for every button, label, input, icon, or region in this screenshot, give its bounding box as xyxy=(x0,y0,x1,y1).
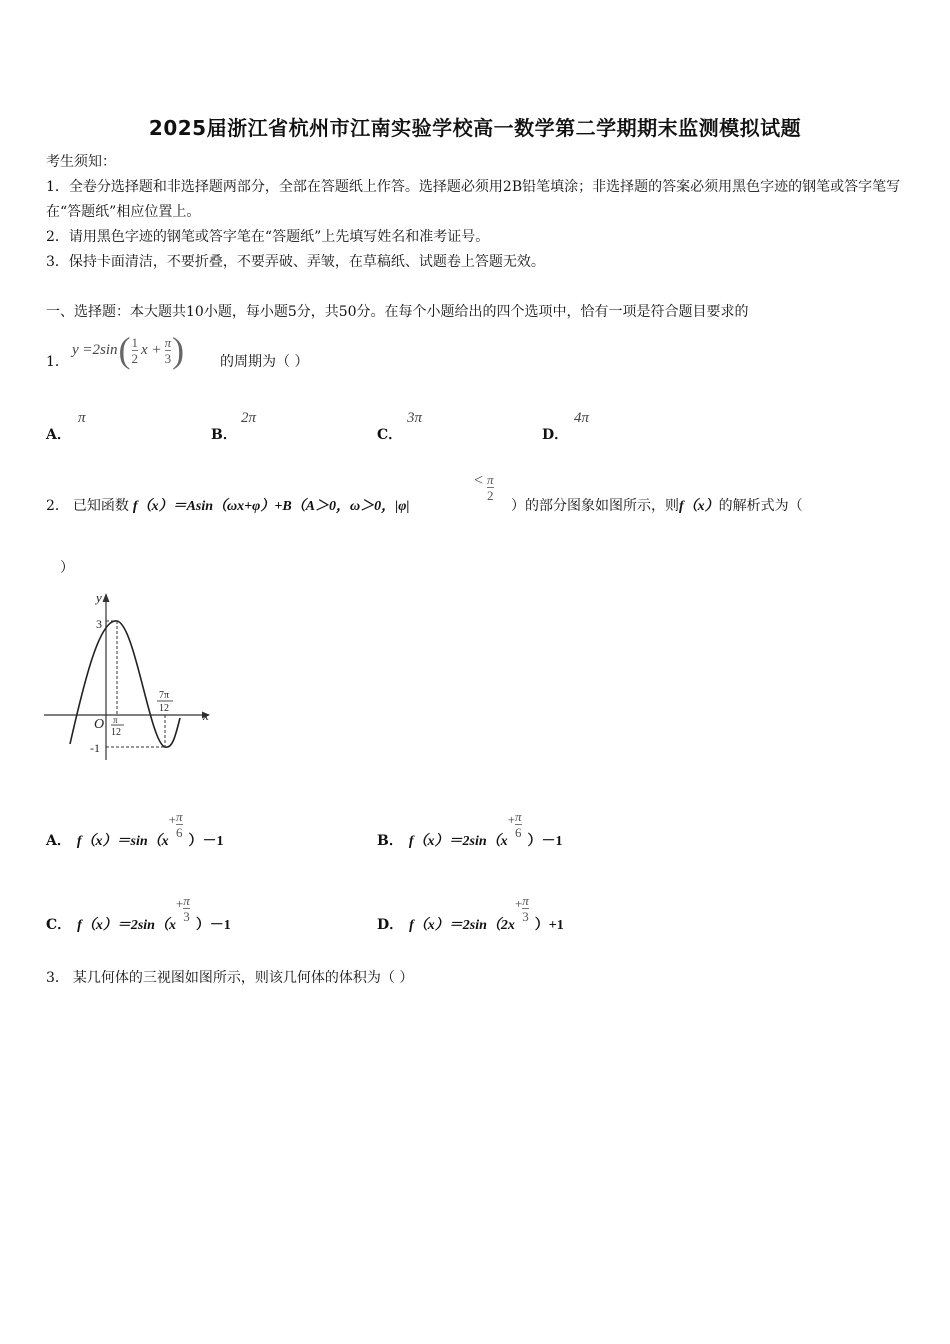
q2-option-d-frac-num: π xyxy=(522,892,529,908)
notice-item-1: 1．全卷分选择题和非选择题两部分，全部在答题纸上作答。选择题必须用2B铅笔填涂；非选择题的答案必须用黑色字迹的钢笔或答字笔写在“答题纸”相应位置上。 xyxy=(46,179,901,220)
q2-option-b-post: ）－1 xyxy=(527,834,563,849)
q2-text-b-wrap xyxy=(511,495,803,515)
q1-expr-prefix: y =2sin xyxy=(72,341,118,358)
q2-option-a-label: A． xyxy=(46,833,71,849)
q2-frac-den: 2 xyxy=(487,488,494,503)
q2-fx2 xyxy=(679,499,719,514)
q2-option-b-label: B． xyxy=(377,833,403,849)
q2-option-a-plus: + xyxy=(168,812,177,827)
q1-frac1 xyxy=(132,335,139,366)
q2-text-c: 的解析式为（ xyxy=(718,498,803,514)
q1-left-paren: ( xyxy=(118,330,131,370)
q2-option-b-pre-text: f（x）＝2sin（x xyxy=(408,834,508,849)
q1-tail: 的周期为（ ） xyxy=(220,354,309,370)
q1-var: x + xyxy=(141,341,162,358)
q2-option-a-frac xyxy=(176,809,183,840)
q2-option-d-pre-text: f（x）＝2sin（2x xyxy=(409,918,515,933)
q1-option-c-label[interactable]: C． xyxy=(377,427,403,443)
y-axis-arrow xyxy=(103,593,110,602)
q2-fx2-text: f（x） xyxy=(679,499,719,514)
q2-option-c-pre-text: f（x）＝2sin（x xyxy=(77,918,176,933)
q1-frac1-den: 2 xyxy=(131,350,139,366)
q2-option-c-frac-den: 3 xyxy=(183,908,190,924)
q2-option-a-pre-text: f（x）＝sin（x xyxy=(76,834,169,849)
q2-option-b-plus: + xyxy=(507,812,515,827)
q1-option-c-value: 3π xyxy=(407,410,423,426)
q2-option-d[interactable] xyxy=(377,884,564,934)
q2-phi-bound xyxy=(474,472,494,503)
x2-num: 7π xyxy=(159,690,170,701)
q2-option-c-post: ）－1 xyxy=(195,918,231,933)
origin-label: O xyxy=(94,717,105,732)
q2-lt: < xyxy=(474,471,484,489)
q2-option-a-pre xyxy=(77,830,169,850)
q1-frac2-num: π xyxy=(164,334,172,350)
q2-option-d-plus: + xyxy=(514,896,523,911)
q2-option-d-frac xyxy=(522,893,529,924)
q3-text-wrap xyxy=(46,967,413,987)
q2-text-b: ）的部分图象如图所示，则 xyxy=(511,498,679,514)
q2-text-a: 已知函数 xyxy=(72,498,129,514)
q2-option-b[interactable] xyxy=(377,800,563,850)
q2-text xyxy=(46,495,409,515)
q2-close: ） xyxy=(60,560,74,576)
q2-option-a-frac-den: 6 xyxy=(176,824,183,840)
section-heading: 一、选择题：本大题共10小题，每小题5分，共50分。在每个小题给出的四个选项中，恰有一项是符合题目要求的 xyxy=(46,304,749,320)
q2-option-a-post: ）－1 xyxy=(188,834,224,849)
notice-item-2: 2．请用黑色字迹的钢笔或答字笔在“答题纸”上先填写姓名和准考证号。 xyxy=(46,229,490,245)
q1-option-a-label[interactable]: A． xyxy=(46,427,71,443)
q1-frac2 xyxy=(165,335,172,366)
q1-option-d-value: 4π xyxy=(574,410,590,426)
q2-option-d-label: D． xyxy=(377,917,404,933)
q1-option-b-value: 2π xyxy=(241,410,257,426)
x2-den: 12 xyxy=(159,703,169,714)
q1-option-a-value: π xyxy=(78,410,86,426)
page-title: 2025届浙江省杭州市江南实验学校高一数学第二学期期末监测模拟试题 xyxy=(148,116,802,140)
q2-function xyxy=(133,495,410,515)
q2-option-a[interactable] xyxy=(46,800,224,850)
notice-heading: 考生须知： xyxy=(46,154,116,170)
y-label: y xyxy=(96,590,102,605)
q2-option-b-frac-den: 6 xyxy=(514,824,522,840)
q2-option-d-frac-den: 3 xyxy=(522,908,529,924)
x-label: x xyxy=(203,708,209,723)
q1-expression xyxy=(72,328,184,372)
q1-option-b-label[interactable]: B． xyxy=(211,427,237,443)
q2-option-c[interactable] xyxy=(46,884,231,934)
q2-number: 2． xyxy=(46,498,69,514)
q3-text: 某几何体的三视图如图所示，则该几何体的体积为（ ） xyxy=(72,970,414,986)
q1-frac1-num: 1 xyxy=(131,334,139,350)
q2-frac xyxy=(487,472,494,503)
q2-option-c-frac-num: π xyxy=(183,892,190,908)
q3-number: 3． xyxy=(46,970,69,986)
q2-option-d-post: ）+1 xyxy=(534,918,564,933)
y-min-label: -1 xyxy=(90,741,100,755)
y-max-label: 3 xyxy=(96,617,102,631)
q1-frac2-den: 3 xyxy=(164,350,172,366)
q2-frac-num: π xyxy=(487,472,494,487)
q2-option-b-pre xyxy=(409,830,508,850)
q1-option-d-label[interactable]: D． xyxy=(542,427,569,443)
q2-option-c-pre xyxy=(77,914,176,934)
sine-curve xyxy=(70,621,180,747)
q2-function-text: f（x）＝Asin（ωx+φ）+B（A＞0，ω＞0，|φ| xyxy=(132,499,410,514)
q1-right-paren: ) xyxy=(172,330,185,370)
q2-option-d-pre xyxy=(409,914,515,934)
q1-number: 1． xyxy=(46,354,69,370)
q2-graph xyxy=(40,588,220,768)
x1-num: π xyxy=(113,715,118,725)
q2-option-c-frac xyxy=(183,893,190,924)
notice-item-3: 3．保持卡面清洁，不要折叠，不要弄破、弄皱，在草稿纸、试题卷上答题无效。 xyxy=(46,254,545,270)
q2-option-c-label: C． xyxy=(46,917,72,933)
q2-option-b-frac xyxy=(515,809,522,840)
q2-option-a-frac-num: π xyxy=(176,808,183,824)
x1-den: 12 xyxy=(111,727,121,738)
q2-option-c-plus: + xyxy=(175,896,184,911)
q2-option-b-frac-num: π xyxy=(514,808,522,824)
